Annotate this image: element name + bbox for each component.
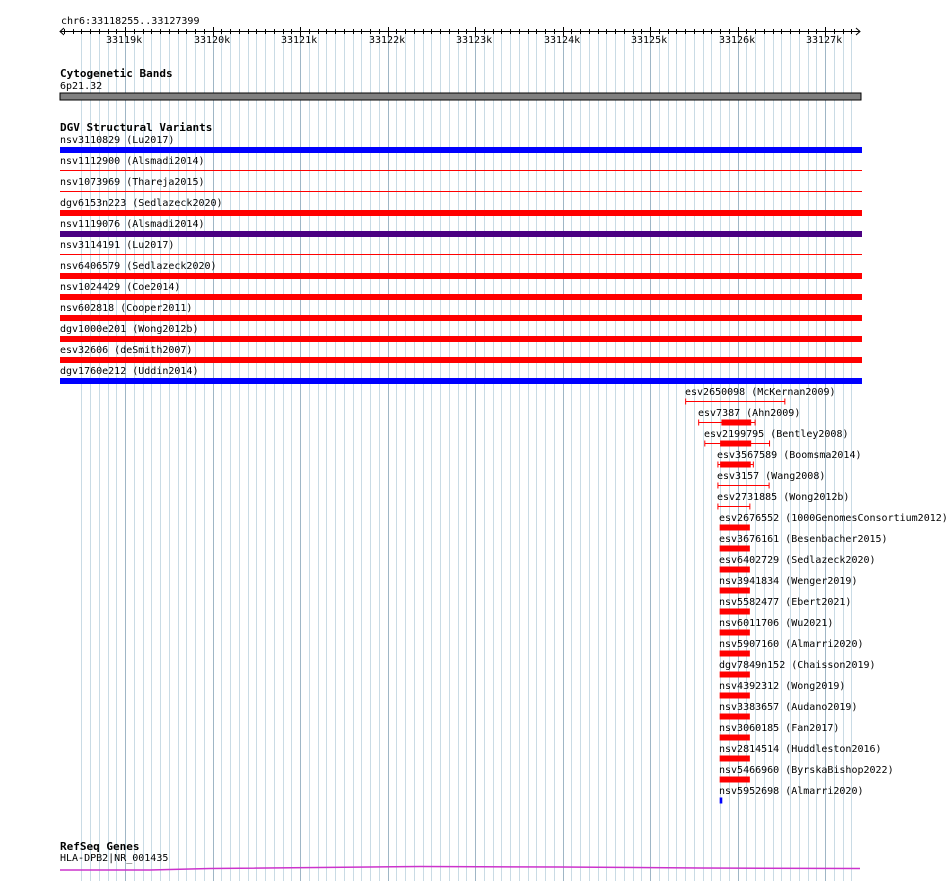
dgv-variant-label[interactable]: esv2731885 (Wong2012b)	[717, 492, 850, 503]
dgv-variant-label[interactable]: nsv1073969 (Thareja2015)	[60, 177, 205, 188]
dgv-variant-bar	[720, 714, 750, 720]
cytoband-track-title: Cytogenetic Bands	[60, 67, 173, 80]
refseq-track-title: RefSeq Genes	[60, 840, 140, 853]
dgv-variant-label[interactable]: nsv4392312 (Wong2019)	[719, 681, 846, 692]
ruler-tick-label: 33124k	[544, 35, 581, 46]
dgv-variant-label[interactable]: nsv5952698 (Almarri2020)	[719, 786, 864, 797]
dgv-variant-bar	[720, 630, 750, 636]
dgv-variant-bar	[60, 273, 862, 279]
dgv-variant-label[interactable]: nsv5582477 (Ebert2021)	[719, 597, 852, 608]
dgv-variant-label[interactable]: nsv3110829 (Lu2017)	[60, 135, 175, 146]
dgv-variant-label[interactable]: nsv2814514 (Huddleston2016)	[719, 744, 882, 755]
dgv-variant-bar	[720, 588, 750, 594]
dgv-variant-label[interactable]: esv32606 (deSmith2007)	[60, 345, 193, 356]
ruler-tick-label: 33123k	[456, 35, 493, 46]
refseq-gene-label: HLA-DPB2|NR_001435	[60, 853, 169, 864]
dgv-variant-bar	[60, 147, 862, 153]
dgv-variant-label[interactable]: nsv6011706 (Wu2021)	[719, 618, 834, 629]
dgv-variant-label[interactable]: dgv7849n152 (Chaisson2019)	[719, 660, 876, 671]
dgv-variant-label[interactable]: dgv1760e212 (Uddin2014)	[60, 366, 199, 377]
ruler-tick-label: 33120k	[194, 35, 231, 46]
dgv-variant-label[interactable]: dgv6153n223 (Sedlazeck2020)	[60, 198, 223, 209]
ruler-tick-label: 33121k	[281, 35, 318, 46]
ruler-position-label: chr6:33118255..33127399	[61, 16, 200, 27]
dgv-variant-bar	[720, 609, 750, 615]
dgv-variant-label[interactable]: esv2676552 (1000GenomesConsortium2012)	[719, 513, 948, 524]
dgv-variant-label[interactable]: esv2199795 (Bentley2008)	[704, 429, 849, 440]
dgv-track-title: DGV Structural Variants	[60, 121, 213, 134]
dgv-variant-bar	[720, 693, 750, 699]
dgv-variant-bar	[721, 420, 751, 426]
dgv-variant-label[interactable]: nsv3941834 (Wenger2019)	[719, 576, 858, 587]
dgv-variant-bar	[60, 231, 862, 237]
dgv-variant-bar	[60, 357, 862, 363]
ruler-tick-label: 33119k	[106, 35, 143, 46]
dgv-variant-label[interactable]: nsv1119076 (Alsmadi2014)	[60, 219, 205, 230]
dgv-variant-bar	[720, 777, 750, 783]
dgv-variant-bar	[60, 378, 862, 384]
dgv-variant-label[interactable]: nsv1112900 (Alsmadi2014)	[60, 156, 205, 167]
dgv-variant-line	[60, 254, 862, 255]
ruler-tick-label: 33125k	[631, 35, 668, 46]
dgv-variant-bar	[720, 798, 723, 804]
dgv-variant-label[interactable]: nsv5466960 (ByrskaBishop2022)	[719, 765, 894, 776]
dgv-variant-label[interactable]: esv3157 (Wang2008)	[717, 471, 826, 482]
dgv-variant-bar	[720, 525, 750, 531]
dgv-variant-bar	[720, 756, 750, 762]
dgv-variant-bar	[720, 672, 750, 678]
dgv-variant-label[interactable]: nsv3114191 (Lu2017)	[60, 240, 175, 251]
ruler-tick-label: 33127k	[806, 35, 843, 46]
dgv-variant-bar	[60, 294, 862, 300]
dgv-variant-label[interactable]: esv2650098 (McKernan2009)	[685, 387, 836, 398]
dgv-variant-label[interactable]: nsv602818 (Cooper2011)	[60, 303, 193, 314]
dgv-variant-label[interactable]: esv6402729 (Sedlazeck2020)	[719, 555, 876, 566]
dgv-variant-bar	[720, 567, 750, 573]
dgv-variant-bar	[60, 336, 862, 342]
dgv-variant-label[interactable]: nsv6406579 (Sedlazeck2020)	[60, 261, 217, 272]
cytoband-label: 6p21.32	[60, 81, 103, 92]
dgv-variant-label[interactable]: esv7387 (Ahn2009)	[698, 408, 801, 419]
dgv-variant-label[interactable]: esv3567589 (Boomsma2014)	[717, 450, 862, 461]
ruler-tick-label: 33122k	[369, 35, 406, 46]
dgv-variant-label[interactable]: nsv1024429 (Coe2014)	[60, 282, 181, 293]
dgv-variant-bar	[720, 735, 750, 741]
dgv-variant-bar	[720, 441, 751, 447]
dgv-variant-bar	[720, 462, 751, 468]
dgv-variant-label[interactable]: esv3676161 (Besenbacher2015)	[719, 534, 888, 545]
dgv-variant-label[interactable]: nsv3383657 (Audano2019)	[719, 702, 858, 713]
dgv-variant-bar	[720, 651, 750, 657]
ruler-tick-label: 33126k	[719, 35, 756, 46]
dgv-variant-label[interactable]: dgv1000e201 (Wong2012b)	[60, 324, 199, 335]
dgv-variant-label[interactable]: nsv3060185 (Fan2017)	[719, 723, 840, 734]
dgv-variant-line	[60, 191, 862, 192]
refseq-gene-glyph	[60, 867, 860, 871]
dgv-variant-bar	[60, 315, 862, 321]
dgv-variant-line	[60, 170, 862, 171]
dgv-variant-bar	[720, 546, 750, 552]
dgv-variant-label[interactable]: nsv5907160 (Almarri2020)	[719, 639, 864, 650]
dgv-variant-bar	[60, 210, 862, 216]
